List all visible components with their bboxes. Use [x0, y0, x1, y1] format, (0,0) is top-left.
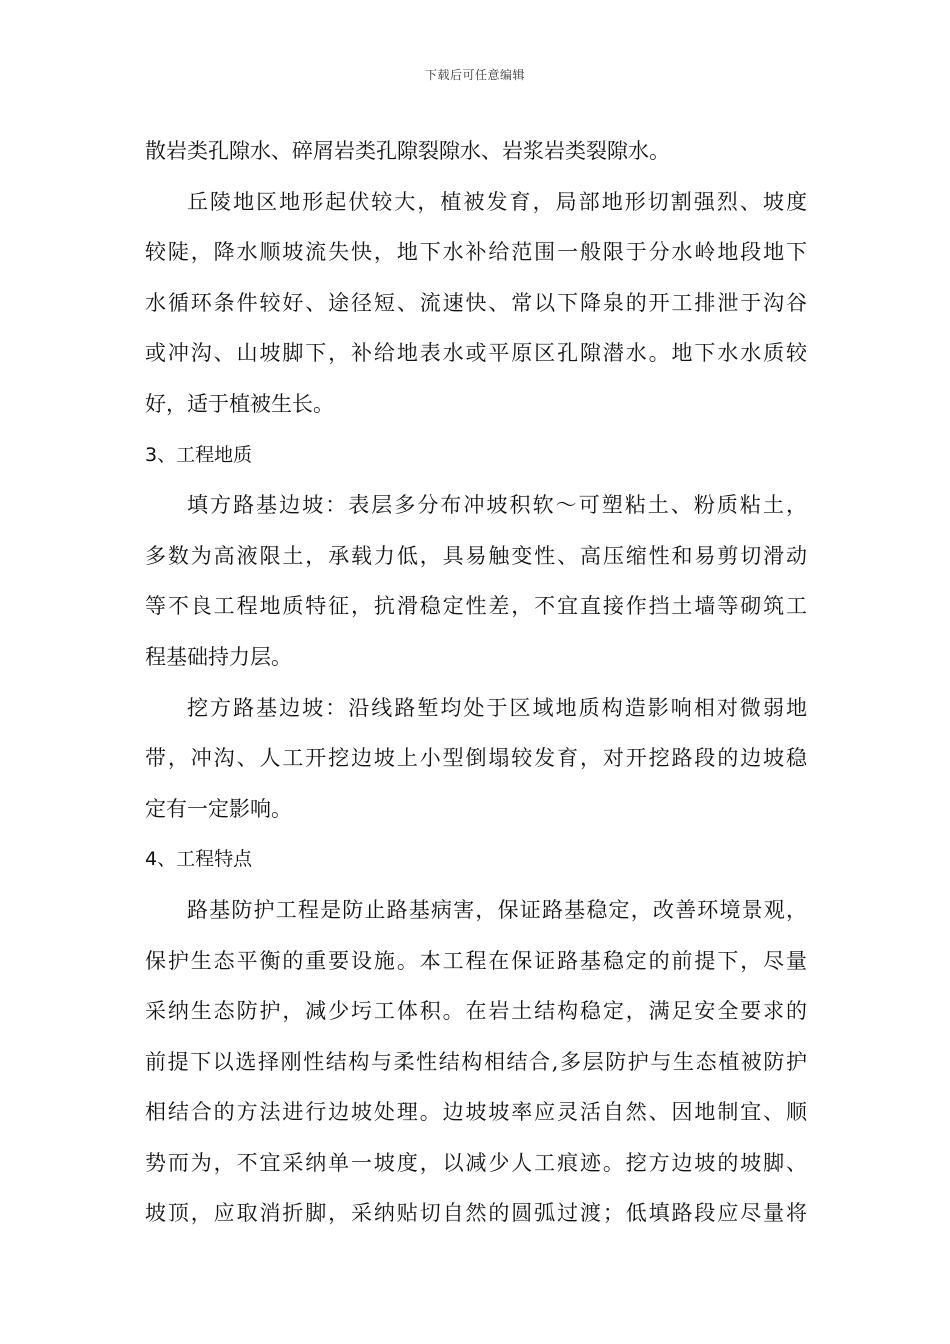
section-heading: 4、工程特点 [145, 848, 253, 871]
text-line: 采纳生态防护，减少圬工体积。在岩土结构稳定，满足安全要求的 [145, 999, 807, 1024]
text-line: 好，适于植被生长。 [145, 391, 334, 416]
text-line: 带，冲沟、人工开挖边坡上小型倒塌较发育，对开挖路段的边坡稳 [145, 746, 807, 771]
text-line: 多数为高液限土，承载力低，具易触变性、高压缩性和易剪切滑动 [145, 543, 807, 568]
text-line: 保护生态平衡的重要设施。本工程在保证路基稳定的前提下，尽量 [145, 948, 807, 973]
document-body [145, 126, 807, 1239]
text-line: 等不良工程地质特征，抗滑稳定性差，不宜直接作挡土墙等砌筑工 [145, 594, 807, 619]
text-line: 水循环条件较好、途径短、流速快、常以下降泉的开工排泄于沟谷 [145, 290, 807, 315]
text-line: 坡顶，应取消折脚，采纳贴切自然的圆弧过渡；低填路段应尽量将 [145, 1201, 807, 1226]
text-line: 较陡，降水顺坡流失快，地下水补给范围一般限于分水岭地段地下 [145, 240, 807, 265]
page-header: 下载后可任意编辑 [424, 68, 525, 82]
text-line: 路基防护工程是防止路基病害，保证路基稳定，改善环境景观， [187, 897, 807, 922]
text-line: 相结合的方法进行边坡处理。边坡坡率应灵活自然、因地制宜、顺 [145, 1100, 807, 1125]
text-line: 前提下以选择刚性结构与柔性结构相结合,多层防护与生态植被防护 [145, 1049, 807, 1074]
text-line: 程基础持力层。 [145, 644, 292, 669]
text-line: 定有一定影响。 [145, 796, 292, 821]
text-line: 或冲沟、山坡脚下，补给地表水或平原区孔隙潜水。地下水水质较 [145, 341, 807, 366]
text-line: 散岩类孔隙水、碎屑岩类孔隙裂隙水、岩浆岩类裂隙水。 [145, 139, 670, 163]
text-line: 势而为，不宜采纳单一坡度，以减少人工痕迹。挖方边坡的坡脚、 [145, 1150, 807, 1175]
text-line: 丘陵地区地形起伏较大，植被发育，局部地形切割强烈、坡度 [187, 189, 807, 214]
section-heading: 3、工程地质 [145, 443, 253, 466]
text-line: 挖方路基边坡：沿线路堑均处于区域地质构造影响相对微弱地 [187, 695, 807, 720]
text-line: 填方路基边坡：表层多分布冲坡积软～可塑粘土、粉质粘土， [187, 493, 807, 518]
